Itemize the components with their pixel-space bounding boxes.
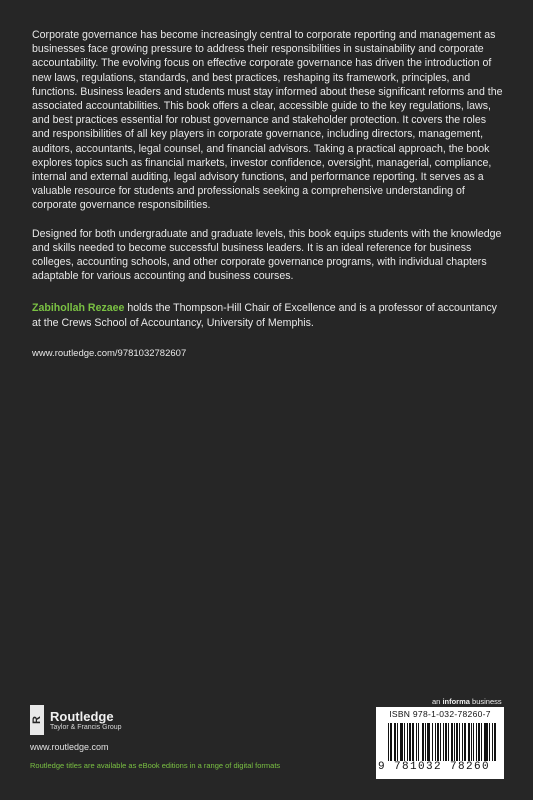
barcode-bars xyxy=(388,723,496,761)
author-bio-text: holds the Thompson-Hill Chair of Excellence and is a professor of accountancy at the Crews School of Accountancy, University of Memphis. xyxy=(32,302,497,329)
routledge-logo-icon: R xyxy=(30,705,44,735)
back-cover-content xyxy=(32,28,504,359)
description-paragraph-1: Corporate governance has become increasingly central to corporate reporting and management as businesses face growing pressure to address their responsibilities in sustainability and corporate accountability. The evolving focus on effective corporate governance has driven the introduction of new laws, regulations, standards, and best practices, reshaping its framework, principles, and functions. Business leaders and students must stay informed about these significant reforms and the associated accountabilities. This book offers a clear, accessible guide to the key regulations, laws, and best practices essential for robust governance and stakeholder protection. It covers the roles and responsibilities of all key players in corporate governance, including directors, management, auditors, accountants, legal counsel, and financial advisors. Taking a practical approach, the book explores topics such as financial markets, investor confidence, oversight, managerial, compliance, internal and external auditing, legal advisory functions, and performance reporting. It serves as a valuable resource for students and professionals seeking a comprehensive understanding of corporate governance responsibilities. xyxy=(32,29,503,212)
publisher-name: Routledge xyxy=(50,709,114,724)
publisher-website[interactable]: www.routledge.com xyxy=(30,742,109,752)
ebook-note: Routledge titles are available as eBook editions in a range of digital formats xyxy=(30,761,281,770)
author-name: Zabihollah Rezaee xyxy=(32,302,125,315)
barcode-bar xyxy=(495,723,496,761)
book-url[interactable]: www.routledge.com/9781032782607 xyxy=(32,347,187,359)
barcode-digits: 9 781032 78260 xyxy=(378,761,491,773)
publisher-logo xyxy=(30,705,122,735)
description-paragraph-2: Designed for both undergraduate and graduate levels, this book equips students with the knowledge and skills needed to become successful business leaders. It is an ideal reference for business colleges, accounting schools, and other corporate governance programs, with individual chapters adaptable for various accounting and business courses. xyxy=(32,227,502,283)
isbn-barcode xyxy=(376,707,504,779)
author-bio xyxy=(32,301,504,329)
informa-business-label: an informa business xyxy=(432,697,502,706)
publisher-group: Taylor & Francis Group xyxy=(50,724,122,731)
isbn-label: ISBN 978-1-032-78260-7 xyxy=(389,709,491,719)
